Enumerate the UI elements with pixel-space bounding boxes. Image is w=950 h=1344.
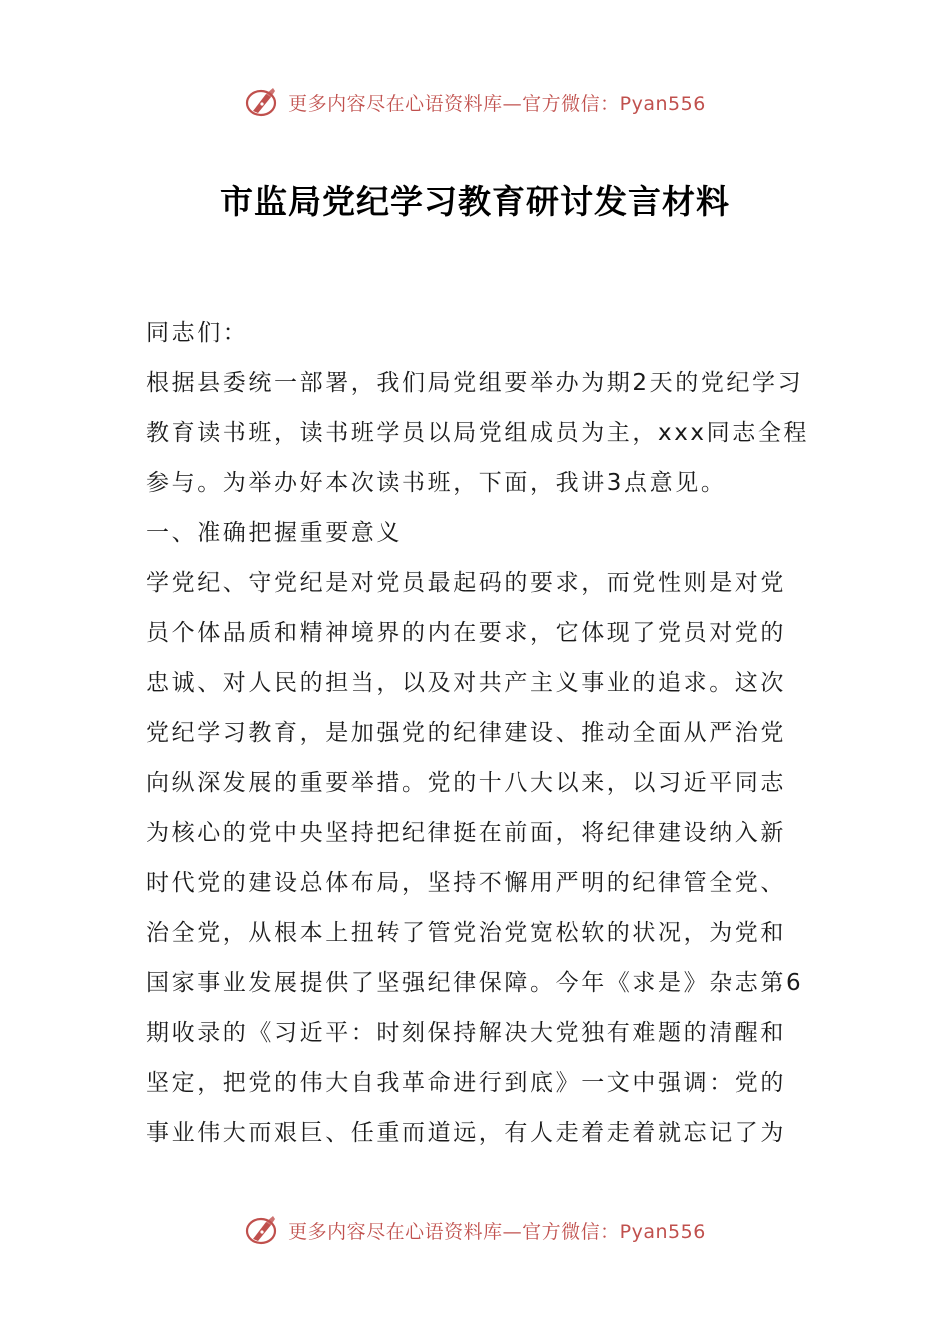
pen-nib-logo-icon: [244, 1212, 280, 1248]
section-heading: 一、准确把握重要意义: [146, 520, 402, 546]
paragraph-line: 国家事业发展提供了坚强纪律保障。今年《求是》杂志第6: [146, 970, 804, 996]
paragraph-line: 党纪学习教育，是加强党的纪律建设、推动全面从严治党: [146, 720, 786, 746]
watermark-text: 更多内容尽在心语资料库—官方微信：Pyan556: [288, 92, 706, 115]
header-watermark: [0, 82, 950, 122]
paragraph-line: 向纵深发展的重要举措。党的十八大以来，以习近平同志: [146, 770, 786, 796]
footer-watermark: [0, 1210, 950, 1250]
paragraph-line: 根据县委统一部署，我们局党组要举办为期2天的党纪学习: [146, 370, 804, 396]
salutation: 同志们：: [146, 320, 249, 346]
paragraph-line: 忠诚、对人民的担当，以及对共产主义事业的追求。这次: [146, 670, 786, 696]
paragraph-line: 坚定，把党的伟大自我革命进行到底》一文中强调：党的: [146, 1070, 786, 1096]
paragraph-line: 参与。为举办好本次读书班，下面，我讲3点意见。: [146, 470, 727, 496]
paragraph-line: 时代党的建设总体布局，坚持不懈用严明的纪律管全党、: [146, 870, 786, 896]
document-title: 市监局党纪学习教育研讨发言材料: [220, 182, 730, 221]
watermark-text: 更多内容尽在心语资料库—官方微信：Pyan556: [288, 1220, 706, 1243]
paragraph-line: 期收录的《习近平：时刻保持解决大党独有难题的清醒和: [146, 1020, 786, 1046]
document-body: [146, 308, 810, 1158]
pen-nib-logo-icon: [244, 84, 280, 120]
paragraph-line: 教育读书班，读书班学员以局党组成员为主，xxx同志全程: [146, 420, 810, 446]
paragraph-line: 治全党，从根本上扭转了管党治党宽松软的状况，为党和: [146, 920, 786, 946]
paragraph-line: 为核心的党中央坚持把纪律挺在前面，将纪律建设纳入新: [146, 820, 786, 846]
paragraph-line: 员个体品质和精神境界的内在要求，它体现了党员对党的: [146, 620, 786, 646]
paragraph-line: 事业伟大而艰巨、任重而道远，有人走着走着就忘记了为: [146, 1120, 786, 1146]
paragraph-line: 学党纪、守党纪是对党员最起码的要求，而党性则是对党: [146, 570, 786, 596]
